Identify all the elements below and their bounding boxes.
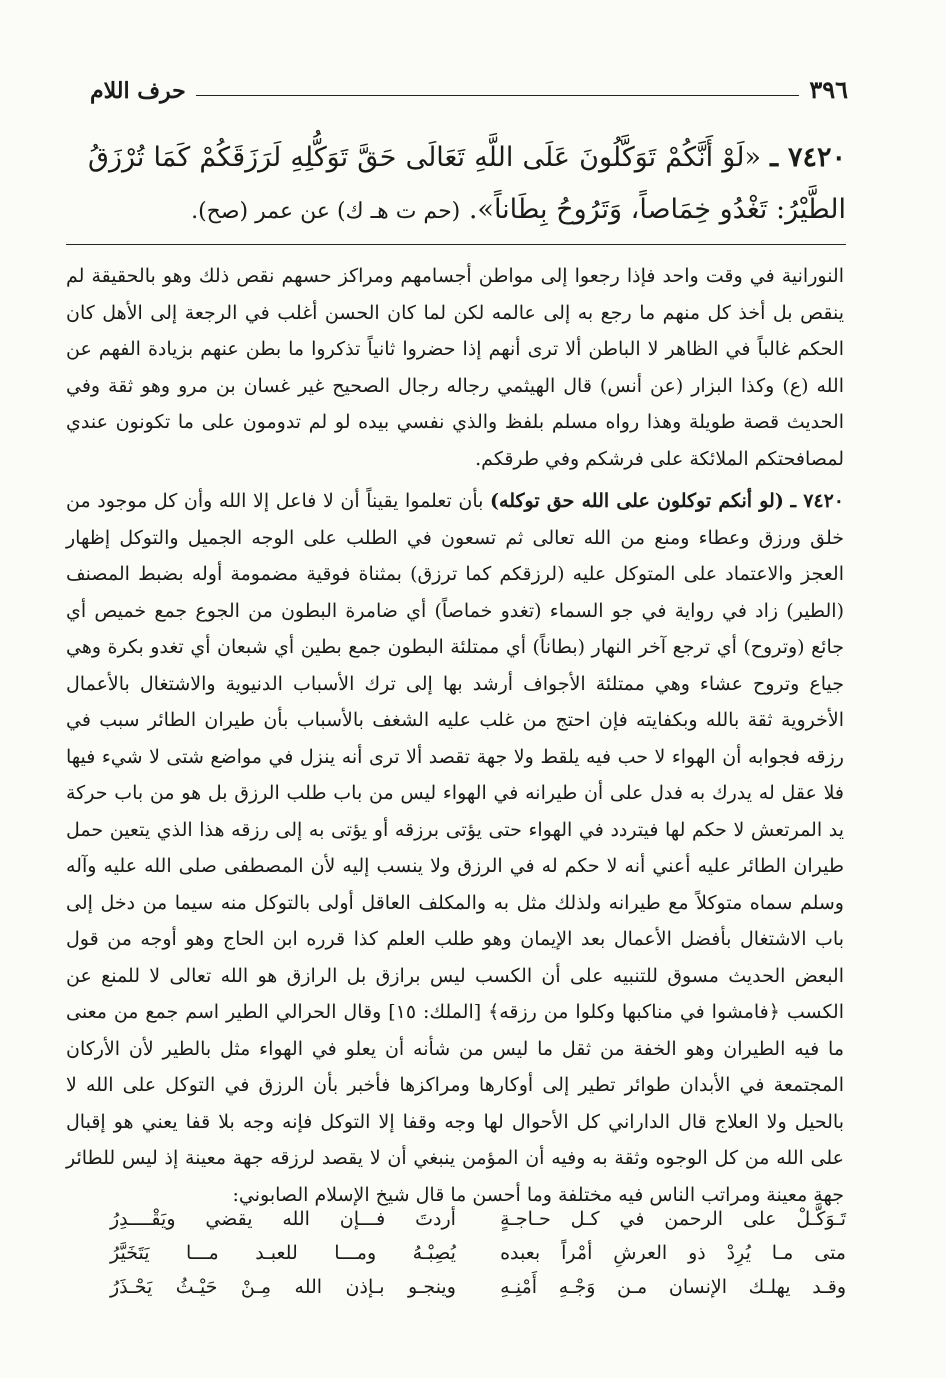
verse-first-hemistich: متى مـا يُرِدْ ذو العرشِ أمْراً بعبده — [500, 1242, 846, 1264]
hadith-source: (حم ت هـ ك) عن عمر (صح). — [191, 199, 461, 224]
verse-second-hemistich: أردتَ فـــإن الله يقضي ويَقْــــدِرُ — [110, 1208, 456, 1230]
poem-verse — [110, 1270, 846, 1304]
poem-verse — [110, 1202, 846, 1236]
page-header — [90, 72, 848, 104]
commentary-number: ٧٤٢٠ ـ — [790, 490, 845, 512]
poem-verse — [110, 1236, 846, 1270]
commentary-lemma: (لو أنكم توكلون على الله حق توكله) — [490, 490, 784, 512]
poem — [110, 1202, 846, 1304]
commentary-block — [66, 258, 844, 1213]
page-number: ٣٩٦ — [809, 75, 848, 104]
chapter-title: حرف اللام — [90, 78, 186, 104]
verse-second-hemistich: يُصِبْـهُ ومـــا للعبـد مـــا يَتَخَيَّرُ — [110, 1242, 456, 1264]
commentary-text: بأن تعلموا يقيناً أن لا فاعل إلا الله وأن كل موجود من خلق ورزق وعطاء ومنع من الله تعالى ثم تسعون في الطلب على الوجه الجميل والتوكل إظهار العجز والاعتماد على المتوكل عليه (لرزقكم كما ترزق) بمثناة فوقية مضمومة أوله بضبط المصنف (الطير) زاد في رواية في جو السماء (تغدو خماصاً) أي ضامرة البطون من الجوع جمع خميص أي جائع (وتروح) أي ترجع آخر النهار (بطاناً) أي ممتلئة البطون جمع بطين أي شبعان أي تغدو بكرة وهي جياع وتروح عشاء وهي ممتلئة الأجواف أرشد بها إلى ترك الأسباب الدنيوية والاشتغال بالأعمال الأخروية ثقة بالله وبكفايته فإن احتج من غلب عليه الشغف بالأسباب بأن طيران الطائر سبب في رزقه فجوابه أن الهواء لا حب فيه يلقط ولا جهة تقصد ألا ترى أنه ينزل في مواضع شتى لا شيء فيها فلا عقل له يدرك به فدل على أن طيرانه في الهواء ليس من باب طلب الرزق بل هو من باب حركة يد المرتعش لا حكم لها فيتردد في الهواء حتى يؤتى برزقه أو يؤتى به إلى رزقه هذا الذي يتعين حمل طيران الطائر عليه أعني أنه لا حكم له في الرزق ولا ينسب إليه لأن المصطفى صلى الله عليه وآله وسلم سماه متوكلاً مع طيرانه ولذلك مثل به والمكلف العاقل أولى بالتوكل منه سيما من دخل إلى باب الاشتغال بأفضل الأعمال بعد الإيمان وهو طلب العلم كذا قرره ابن الحاج وهو أوجه من قول البعض الحديث مسوق للتنبيه على أن الكسب ليس برازق بل الرازق هو الله تعالى لا للمنع عن الكسب ﴿فامشوا في مناكبها وكلوا من رزقه﴾ [الملك: ١٥] وقال الحرالي الطير اسم جمع من معنى ما فيه الطيران وهو الخفة من ثقل ما ليس من شأنه أن يعلو في الهواء مثل بالطير لأن الأركان المجتمعة في الأبدان طوائر تطير إلى أوكارها ومراكزها فأخبر بأن الرزق في التوكل على الله لا بالحيل ولا العلاج قال الداراني كل الأحوال لها وجه وقفا إلا التوكل فإنه وجه بلا قفا يعني هو إقبال على الله من كل الوجوه وثقة به وفيه أن المؤمن ينبغي أن لا يقصد لرزقه جهة معينة إذ ليس للطائر جهة معينة ومراتب الناس فيه مختلفة وما أحسن ما قال شيخ الإسلام الصابوني: — [66, 490, 845, 1206]
verse-first-hemistich: تَـوَكَّـلْ على الرحمن في كـل حـاجـةٍ — [500, 1208, 846, 1230]
verse-second-hemistich: وينجـو بـإذن الله مِـنْ حَيْـثُ يَحْـذَرُ — [110, 1276, 456, 1298]
commentary-paragraph-2 — [66, 483, 844, 1213]
hadith-number: ٧٤٢٠ ـ — [770, 142, 846, 173]
commentary-paragraph-1: النورانية في وقت واحد فإذا رجعوا إلى مواطن أجسامهم ومراكز حسهم نقص ذلك وهو بالحقيقة لم ينقص بل أخذ كل منهم ما رجع به إلى عالمه لكن لما كان الحسن أغلب في الرجعة إلى الأهل كان الحكم غالباً في الظاهر لا الباطن ألا ترى أنهم إذا حضروا ثانياً تذكروا ما بطن عنهم بزيادة الفهم عن الله (ع) وكذا البزار (عن أنس) قال الهيثمي رجاله رجال الصحيح غير غسان بن مرو وهو ثقة وفي الحديث قصة طويلة وهذا رواه مسلم بلفظ والذي نفسي بيده لو لم تدومون على ما تكونون عندي لمصافحتكم الملائكة على فرشكم وفي طرقكم. — [66, 265, 844, 470]
header-rule — [196, 95, 800, 96]
verse-first-hemistich: وقـد يهلـك الإنسان مـن وَجْـهِ أَمْنِـهِ — [500, 1276, 846, 1298]
hadith-text-block — [88, 132, 846, 238]
section-divider — [66, 244, 846, 245]
hadith-text: «لَوْ أَنَّكُمْ تَوَكَّلُونَ عَلَى اللَّهِ تَعَالَى حَقَّ تَوَكُّلِهِ لَرَزَقَكُمْ كَمَا تُرْزَقُ الطَّيْرُ: تَغْدُو خِمَاصاً، وَتَرُوحُ بِطَاناً». — [88, 142, 846, 225]
